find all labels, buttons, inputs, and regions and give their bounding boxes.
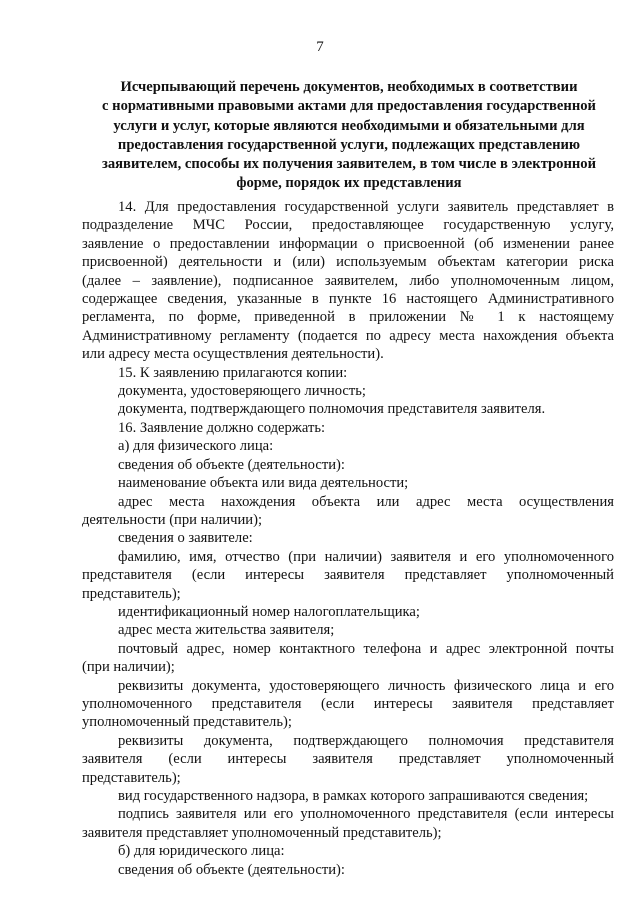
paragraph-line: реквизиты документа, удостоверяющего личность физического лица и его (118, 677, 614, 694)
paragraph (82, 640, 614, 677)
document-body (82, 198, 614, 879)
paragraph (82, 787, 614, 805)
paragraph-line: адрес места жительства заявителя; (118, 622, 335, 639)
paragraph (82, 529, 614, 547)
paragraph-line: уполномоченного представителя (если интересы заявителя представляет (82, 695, 614, 712)
paragraph-line: (при наличии); (82, 659, 175, 676)
paragraph-line: идентификационный номер налогоплательщика; (118, 603, 420, 620)
paragraph-line: или адресу места осуществления деятельности). (82, 346, 384, 363)
paragraph-line: уполномоченный представитель); (82, 714, 292, 731)
paragraph-line: сведения об объекте (деятельности): (118, 861, 345, 878)
heading-line: предоставления государственной услуги, подлежащих представлению (117, 136, 581, 153)
paragraph (82, 382, 614, 400)
paragraph-line: содержащее сведения, указанные в пункте 16 настоящего Административного (82, 291, 614, 308)
heading-line: услуги и услуг, которые являются необходимыми и обязательными для (113, 117, 585, 134)
paragraph (82, 493, 614, 530)
paragraph-line: присвоенной) деятельности и (или) используемым объектам категории риска (82, 254, 614, 271)
paragraph-line: подразделение МЧС России, предоставляющее государственную услугу, (82, 217, 614, 234)
paragraph-line: 15. К заявлению прилагаются копии: (118, 364, 348, 381)
paragraph (82, 861, 614, 879)
paragraph (82, 677, 614, 732)
heading-line: заявителем, способы их получения заявителем, в том числе в электронной (102, 156, 596, 173)
paragraph-line: заявление о предоставлении информации о присвоенной (об изменении ранее (82, 235, 614, 252)
paragraph-line: адрес места нахождения объекта или адрес места осуществления (118, 493, 614, 510)
paragraph-line: заявителя (если интересы заявителя представляет уполномоченный (82, 751, 614, 768)
paragraph-line: 14. Для предоставления государственной услуги заявитель представляет в (118, 199, 614, 215)
paragraph (82, 456, 614, 474)
paragraph-line: сведения об объекте (деятельности): (118, 456, 345, 473)
paragraph (82, 621, 614, 639)
paragraph-line: а) для физического лица: (118, 438, 274, 455)
paragraph-line: Административному регламенту (подается по адресу места нахождения объекта (82, 327, 614, 344)
paragraph-line: представитель); (82, 585, 181, 602)
paragraph (82, 400, 614, 418)
paragraph-line: представитель); (82, 769, 181, 786)
paragraph (82, 842, 614, 860)
paragraph-line: б) для юридического лица: (118, 843, 285, 860)
heading-line: форме, порядок их представления (236, 175, 462, 192)
paragraph-line: заявителя представляет уполномоченный представитель); (82, 824, 442, 841)
paragraph-line: вид государственного надзора, в рамках которого запрашиваются сведения; (118, 788, 589, 804)
paragraph-line: сведения о заявителе: (118, 530, 253, 547)
paragraph-line: деятельности (при наличии); (82, 511, 262, 528)
page-number: 7 (316, 39, 324, 55)
paragraph-line: подпись заявителя или его уполномоченного представителя (если интересы (118, 806, 614, 823)
paragraph-line: (далее – заявление), подписанное заявителем, либо уполномоченным лицом, (82, 272, 614, 289)
paragraph-line: регламента, по форме, приведенной в приложении № 1 к настоящему (82, 309, 614, 326)
paragraph (82, 603, 614, 621)
heading-line: Исчерпывающий перечень документов, необходимых в соответствии (120, 79, 578, 95)
paragraph (82, 474, 614, 492)
paragraph-line: фамилию, имя, отчество (при наличии) заявителя и его уполномоченного (118, 548, 614, 565)
paragraph-line: документа, удостоверяющего личность; (118, 383, 366, 400)
paragraph-line: 16. Заявление должно содержать: (118, 419, 326, 436)
paragraph (82, 364, 614, 382)
paragraph (82, 732, 614, 787)
paragraph-line: реквизиты документа, подтверждающего полномочия представителя (118, 732, 614, 749)
paragraph (82, 805, 614, 842)
paragraph (82, 198, 614, 364)
section-heading (84, 78, 614, 194)
paragraph (82, 548, 614, 603)
paragraph (82, 437, 614, 455)
paragraph-line: почтовый адрес, номер контактного телефона и адрес электронной почты (118, 640, 614, 657)
paragraph (82, 419, 614, 437)
paragraph-line: представителя (если интересы заявителя представляет уполномоченный (82, 567, 614, 584)
paragraph-line: документа, подтверждающего полномочия представителя заявителя. (118, 401, 546, 418)
paragraph-line: наименование объекта или вида деятельности; (118, 475, 409, 492)
heading-line: с нормативными правовыми актами для предоставления государственной (102, 98, 596, 115)
